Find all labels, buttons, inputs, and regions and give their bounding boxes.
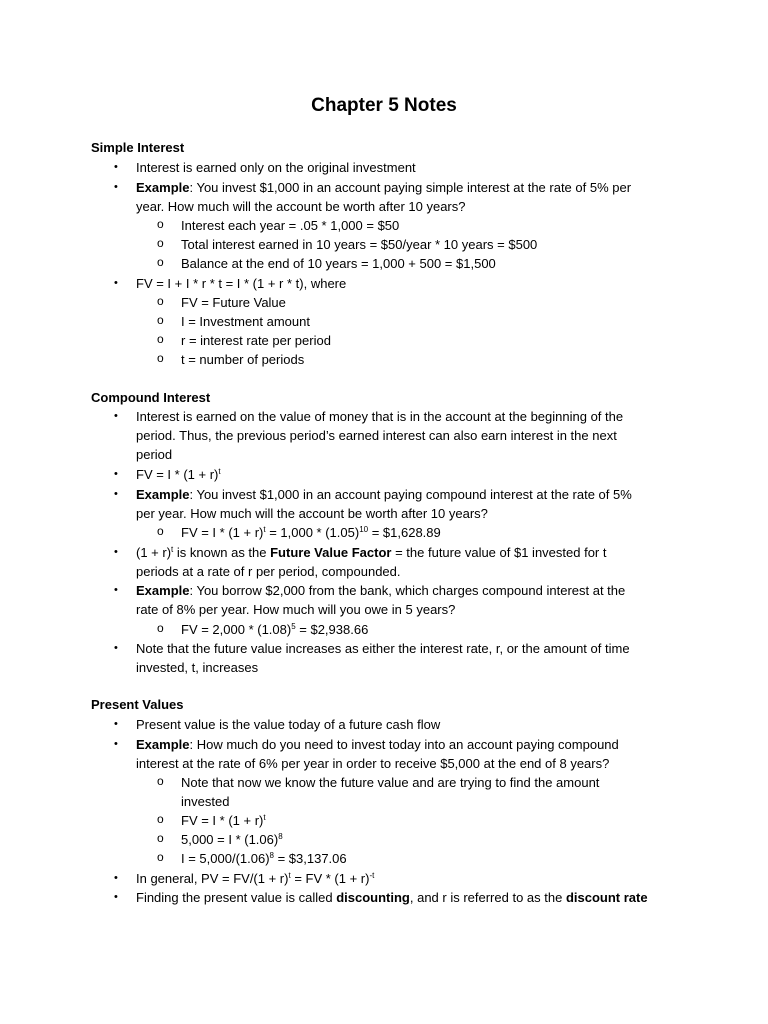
sub-bullet-icon: o xyxy=(157,524,164,538)
sub-list-item: o Interest each year = .05 * 1,000 = $50 xyxy=(157,217,400,233)
list-item-continuation: per year. How much will the account be worth after 10 years? xyxy=(136,506,488,521)
list-item: • $(1 + r)^t$ is known as the Future Value Factor = the future value of $1 invested for t xyxy=(114,545,607,560)
example-label: Example xyxy=(136,487,190,502)
list-item: • Note that the future value increases as either the interest rate, r, or the amount of time xyxy=(114,641,630,656)
sub-bullet-icon: o xyxy=(157,774,164,788)
list-item-continuation: interest at the rate of 6% per year in order to receive $5,000 at the end of 8 years? xyxy=(136,756,610,771)
sub-list-item: o $I = 5,000/(1.06)^8$ = $3,137.06 xyxy=(157,850,347,866)
sub-list-item: o $5,000 = I * (1.06)^8$ xyxy=(157,831,283,847)
sub-bullet-icon: o xyxy=(157,313,164,327)
list-item-continuation: year. How much will the account be worth after 10 years? xyxy=(136,199,466,214)
list-item-continuation: period. Thus, the previous period’s earned interest can also earn interest in the next xyxy=(136,428,617,443)
sub-list-item: o Total interest earned in 10 years = $50/year * 10 years = $500 xyxy=(157,236,538,252)
bullet-icon: • xyxy=(114,277,118,289)
list-item: • FV = I + I * r * t = I * (1 + r * t), where xyxy=(114,276,347,291)
bullet-icon: • xyxy=(114,718,118,730)
sub-bullet-icon: o xyxy=(157,351,164,365)
bullet-icon: • xyxy=(114,872,118,884)
list-item-continuation: invested, t, increases xyxy=(136,660,259,675)
sub-list-item: o FV = $I * (1 + r)^t$ xyxy=(157,812,266,828)
bullet-icon: • xyxy=(114,410,118,422)
page-title: Chapter 5 Notes xyxy=(311,95,457,116)
list-item: • In general, PV = $FV/(1 + r)^t$ = FV * $(1 + r)^{-t}$ xyxy=(114,871,375,886)
sub-list-item: o Balance at the end of 10 years = 1,000 + 500 = $1,500 xyxy=(157,255,496,271)
list-item: • Example: How much do you need to invest today into an account paying compound xyxy=(114,737,619,752)
section-heading-compound-interest: Compound Interest xyxy=(91,390,211,405)
sub-bullet-icon: o xyxy=(157,850,164,864)
sub-list-item: o r = interest rate per period xyxy=(157,332,331,348)
term-discount-rate: discount rate xyxy=(565,890,648,905)
sub-list-item: o t = number of periods xyxy=(157,351,305,367)
list-item: • Interest is earned on the value of money that is in the account at the beginning of the xyxy=(114,409,624,424)
list-item: • Example: You invest $1,000 in an account paying simple interest at the rate of 5% per xyxy=(114,180,632,195)
sub-bullet-icon: o xyxy=(157,831,164,845)
bullet-icon: • xyxy=(114,488,118,500)
sub-bullet-icon: o xyxy=(157,812,164,826)
term-future-value-factor: Future Value Factor xyxy=(270,545,392,560)
sub-list-item: o I = Investment amount xyxy=(157,313,310,329)
sub-list-item-continuation: invested xyxy=(181,794,230,809)
sub-list-item: o FV = Future Value xyxy=(157,294,286,310)
example-label: Example xyxy=(136,583,190,598)
sub-bullet-icon: o xyxy=(157,236,164,250)
list-item: • Interest is earned only on the original investment xyxy=(114,160,416,175)
section-heading-present-values: Present Values xyxy=(91,697,184,712)
bullet-icon: • xyxy=(114,891,118,903)
list-item: • FV = $I * (1 + r)^t$ xyxy=(114,467,221,482)
list-item: • Present value is the value today of a future cash flow xyxy=(114,717,441,732)
section-heading-simple-interest: Simple Interest xyxy=(91,140,185,155)
list-item: • Example: You invest $1,000 in an account paying compound interest at the rate of 5% xyxy=(114,487,632,502)
example-label: Example xyxy=(136,180,190,195)
list-item-continuation: rate of 8% per year. How much will you owe in 5 years? xyxy=(136,602,456,617)
sub-bullet-icon: o xyxy=(157,217,164,231)
sub-bullet-icon: o xyxy=(157,621,164,635)
list-item: • Example: You borrow $2,000 from the bank, which charges compound interest at the xyxy=(114,583,626,598)
list-item-continuation: periods at a rate of r per period, compounded. xyxy=(136,564,401,579)
sub-list-item: o FV = $2,000 * (1.08)^5$ = $2,938.66 xyxy=(157,621,369,637)
list-item: • Finding the present value is called discounting, and r is referred to as the discount rate xyxy=(114,890,648,905)
sub-list-item: o Note that now we know the future value and are trying to find the amount xyxy=(157,774,600,790)
bullet-icon: • xyxy=(114,642,118,654)
list-item-continuation: period xyxy=(136,447,173,462)
bullet-icon: • xyxy=(114,584,118,596)
sub-bullet-icon: o xyxy=(157,255,164,269)
bullet-icon: • xyxy=(114,546,118,558)
bullet-icon: • xyxy=(114,181,118,193)
bullet-icon: • xyxy=(114,161,118,173)
example-label: Example xyxy=(136,737,190,752)
bullet-icon: • xyxy=(114,738,118,750)
sub-list-item: o FV = $I * (1 + r)^t = 1,000 * (1.05)^{10}$ = $1,628.89 xyxy=(157,524,441,540)
bullet-icon: • xyxy=(114,468,118,480)
sub-bullet-icon: o xyxy=(157,294,164,308)
term-discounting: discounting xyxy=(336,890,410,905)
sub-bullet-icon: o xyxy=(157,332,164,346)
